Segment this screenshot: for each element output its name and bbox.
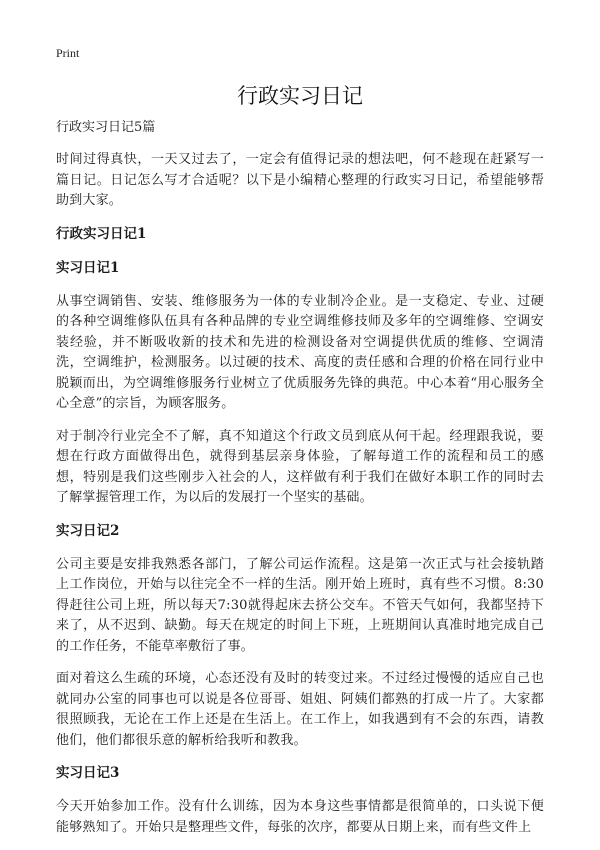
- entry-1-paragraph-2: 对于制冷行业完全不了解，真不知道这个行政文员到底从何干起。经理跟我说，要想在行政方面做得出色，就得到基层亲身体验，了解每道工作的流程和员工的感想，特别是我们这些刚步入社会的人，这样做有利于我们在做好本职工作的同时去了解掌握管理工作，为以后的发展打一个坚实的基础。: [56, 428, 544, 505]
- document-body: [56, 118, 544, 850]
- entry-heading-3: 实习日记3: [56, 765, 120, 781]
- page-title: 行政实习日记: [237, 84, 363, 108]
- section-heading: 行政实习日记1: [56, 225, 147, 242]
- entry-3-paragraph-1: 今天开始参加工作。没有什么训练，因为本身这些事情都是很简单的，口头说下便能够熟知了。开始只是整理些文件，每张的次序，都要从日期上来，而有些文件上: [56, 799, 544, 835]
- entry-2-paragraph-2: 面对着这么生疏的环境，心态还没有及时的转变过来。不过经过慢慢的适应自己也就同办公室的同事也可以说是各位哥哥、姐姐、阿姨们都熟的打成一片了。大家都很照顾我，无论在工作上还是在生活上。在工作上，如我遇到有不会的东西，请教他们，他们都很乐意的解析给我听和教我。: [56, 671, 544, 748]
- entry-1-paragraph-1: 从事空调销售、安装、维修服务为一体的专业制冷企业。是一支稳定、专业、过硬的各种空调维修队伍具有各种品牌的专业空调维修技师及多年的空调维修、空调安装经验，并不断吸收新的技术和先进的检测设备对空调提供优质的维修、空调清洗，空调维护，检测服务。以过硬的技术、高度的责任感和合理的价格在同行业中脱颖而出，为空调维修服务行业树立了优质服务先锋的典范。中心本着“用心服务全心全意”的宗旨，为顾客服务。: [56, 293, 544, 411]
- intro-paragraph: 时间过得真快，一天又过去了，一定会有值得记录的想法吧，何不趁现在赶紧写一篇日记。日记怎么写才合适呢？以下是小编精心整理的行政实习日记，希望能够帮助到大家。: [56, 152, 544, 208]
- entry-heading-1: 实习日记1: [56, 259, 120, 276]
- document-subtitle: 行政实习日记5篇: [56, 120, 156, 135]
- entry-2-paragraph-1: 公司主要是安排我熟悉各部门，了解公司运作流程。这是第一次正式与社会接轨踏上工作岗位，开始与以往完全不一样的生活。刚开始上班时，真有些不习惯。8:30得赶往公司上班，所以每天7:30就得起床去挤公交车。不管天气如何，我都坚持下来了，从不迟到、缺勤。每天在规定的时间上下班，上班期间认真准时地完成自己的工作任务，不能草率敷衍了事。: [56, 556, 544, 654]
- print-link[interactable]: Print: [56, 46, 80, 60]
- entry-heading-2: 实习日记2: [56, 522, 120, 539]
